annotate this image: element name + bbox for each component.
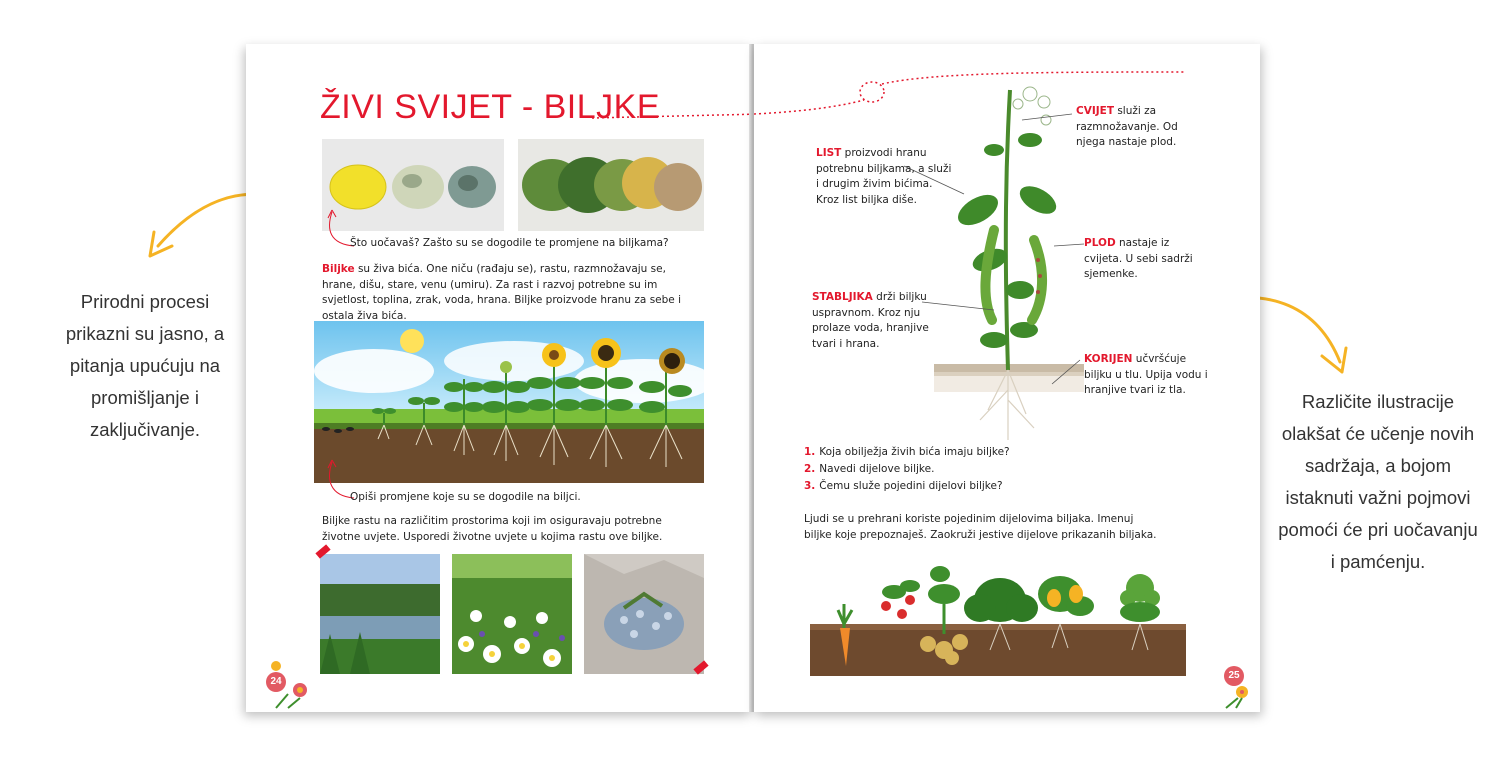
edible-parts-paragraph: Ljudi se u prehrani koriste pojedinim dijelovima biljaka. Imenuj biljke koje prepoznaješ. Zaokruži jestive dijelove prikazanih biljaka. xyxy=(804,513,1157,541)
korijen-description: učvršćuje biljku u tlu. Upija vodu i hranjive tvari iz tla. xyxy=(1084,353,1208,396)
page-number-left: 24 xyxy=(266,672,286,692)
right-page xyxy=(754,44,1260,712)
flower-decoration-icon xyxy=(1220,684,1256,710)
dotted-line-decoration xyxy=(592,74,752,124)
page-number-right: 25 xyxy=(1224,666,1244,686)
rock-habitat-photo xyxy=(584,554,704,674)
plants-intro-text: su živa bića. One niču (rađaju se), rastu, razmnožavaju se, hrane, dišu, stare, venu (umiru). Za rast i razvoj potrebne su im svjetlost, toplina, zrak, voda, hrana. Biljke proizvode hranu za sebe i ostala živa bića. xyxy=(322,263,681,322)
question-item: 1. Koja obilježja živih bića imaju biljke? xyxy=(804,446,1010,458)
label-korijen xyxy=(1084,352,1214,399)
annotation-right: Različite ilustracije olakšat će učenje novih sadržaja, a bojom istaknuti važni pojmovi pomoći će pri uočavanju i pamćenju. xyxy=(1278,391,1478,572)
label-cvijet xyxy=(1076,104,1186,151)
question-item: 2. Navedi dijelove biljke. xyxy=(804,463,935,475)
question-observe-plants: Što uočavaš? Zašto su se dogodile te promjene na biljkama? xyxy=(350,237,669,249)
term-biljke: Biljke xyxy=(322,263,355,275)
sunflower-growth-illustration xyxy=(314,321,704,483)
left-page xyxy=(246,44,752,712)
term-list: LIST xyxy=(816,147,842,159)
label-plod xyxy=(1084,236,1194,283)
annotation-left: Prirodni procesi prikazni su jasno, a pitanja upućuju na promišljanje i zaključivanje. xyxy=(65,291,225,440)
list-description: proizvodi hranu potrebnu biljkama, a služi i drugim živim bićima. Kroz list biljka diše. xyxy=(816,147,952,206)
habitats-paragraph: Biljke rastu na različitim prostorima koji im osiguravaju potrebne životne uvjete. Usporedi životne uvjete u kojima rastu ove biljke. xyxy=(322,515,663,543)
vegetables-illustration xyxy=(810,554,1186,676)
plod-description: nastaje iz cvijeta. U sebi sadrži sjemenke. xyxy=(1084,237,1193,280)
label-stabljika xyxy=(812,290,944,352)
stabljika-description: drži biljku uspravnom. Kroz nju prolaze voda, hranjive tvari i hrana. xyxy=(812,291,929,350)
flower-decoration-icon xyxy=(266,658,310,712)
meadow-habitat-photo xyxy=(452,554,572,674)
question-item: 3. Čemu služe pojedini dijelovi biljke? xyxy=(804,480,1003,492)
page-title: ŽIVI SVIJET - BILJKE xyxy=(320,88,661,126)
term-stabljika: STABLJIKA xyxy=(812,291,873,303)
label-list xyxy=(816,146,956,208)
question-describe-changes: Opiši promjene koje su se dogodile na biljci. xyxy=(350,491,581,503)
leaves-decay-image xyxy=(518,139,704,231)
cvijet-description: služi za razmnožavanje. Od njega nastaje plod. xyxy=(1076,105,1178,148)
questions-list xyxy=(804,444,1104,495)
plants-intro-paragraph xyxy=(322,262,682,324)
pond-habitat-photo xyxy=(320,554,440,674)
textbook-spread xyxy=(246,44,1260,712)
term-cvijet: CVIJET xyxy=(1076,105,1114,117)
term-plod: PLOD xyxy=(1084,237,1116,249)
term-korijen: KORIJEN xyxy=(1084,353,1133,365)
